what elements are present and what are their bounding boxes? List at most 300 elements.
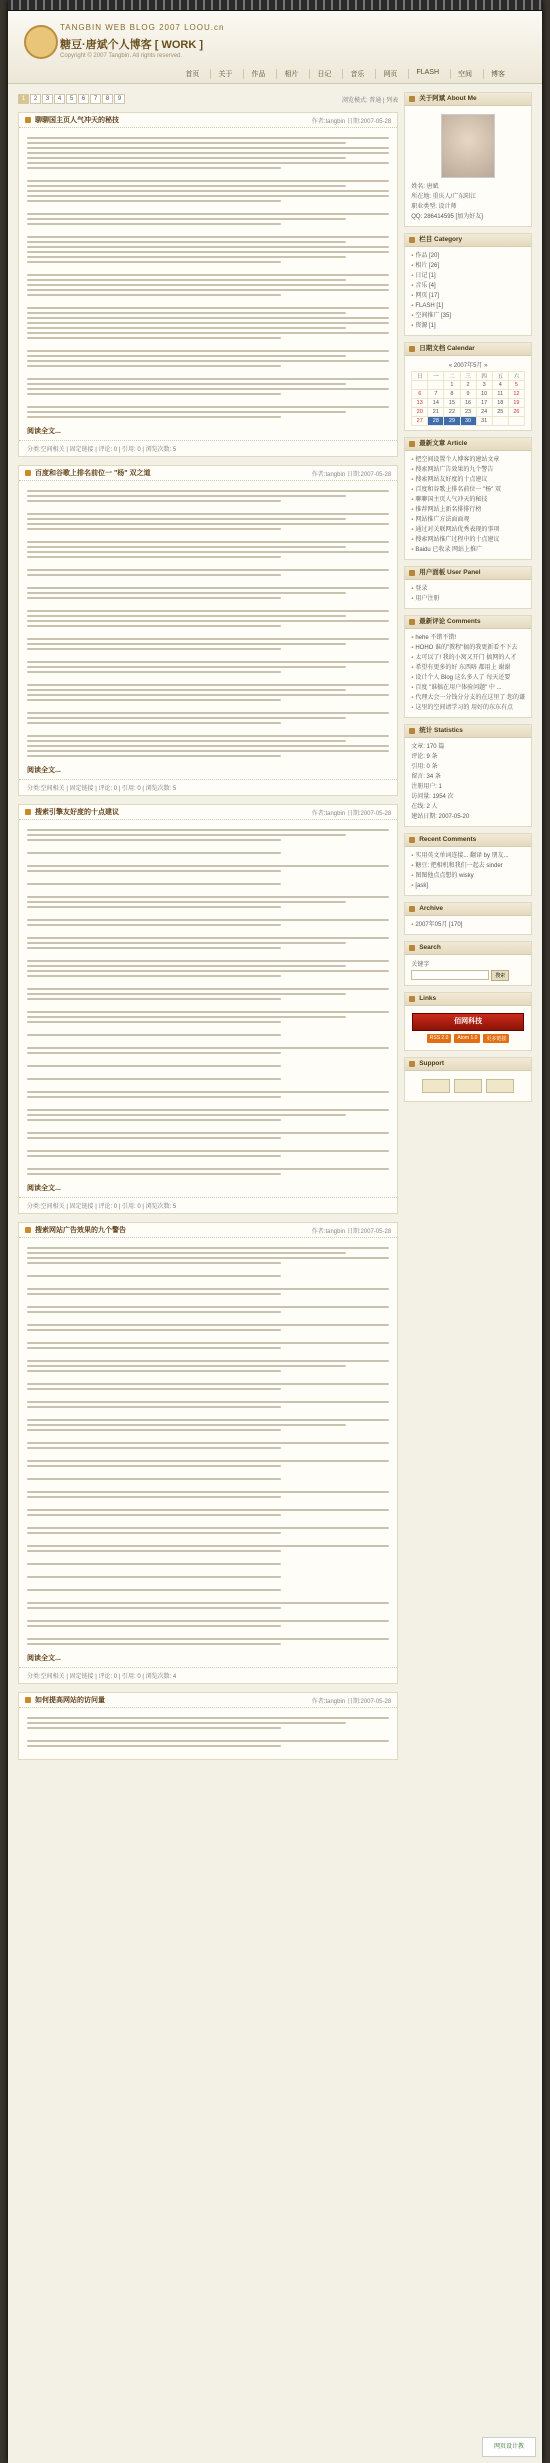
- nav-item-5[interactable]: 音乐: [342, 69, 371, 79]
- text-line: [27, 157, 346, 159]
- post-bullet-icon: [25, 470, 31, 476]
- post-title[interactable]: 如何提高网站的访问量: [35, 1697, 105, 1704]
- calendar-day[interactable]: 29: [444, 417, 460, 426]
- page-link-8[interactable]: 8: [102, 94, 113, 104]
- recent-box: [404, 833, 532, 896]
- recent-item[interactable]: [411, 881, 525, 891]
- latest-item[interactable]: [411, 505, 525, 515]
- category-item[interactable]: [411, 271, 525, 281]
- read-more-link[interactable]: 阅读全文...: [27, 1185, 61, 1192]
- text-line: [27, 1602, 389, 1604]
- text-line: [27, 241, 346, 243]
- main-nav: [178, 69, 512, 79]
- text-line: [27, 699, 281, 701]
- comment-item[interactable]: [411, 653, 525, 663]
- text-line: [27, 332, 389, 334]
- category-item[interactable]: [411, 301, 525, 311]
- text-line: [27, 1509, 389, 1511]
- view-mode[interactable]: 浏览模式: 普通 | 列表: [341, 97, 399, 104]
- post-title[interactable]: 搜索引擎友好度的十点建议: [35, 809, 119, 816]
- paragraph-gap: [27, 205, 389, 210]
- category-item[interactable]: [411, 251, 525, 261]
- links-title: Links: [405, 993, 531, 1006]
- post: [18, 112, 398, 457]
- paragraph-gap: [27, 1124, 389, 1129]
- page-link-4[interactable]: 4: [54, 94, 65, 104]
- search-input[interactable]: [411, 970, 489, 980]
- category-item[interactable]: [411, 311, 525, 321]
- text-line: [27, 1293, 281, 1295]
- paragraph-gap: [27, 1160, 389, 1165]
- bullet-icon: ▪: [411, 497, 414, 503]
- text-line: [27, 1347, 281, 1349]
- stat-item-text: 建站日期: 2007-05-20: [411, 814, 470, 820]
- text-line: [27, 896, 389, 898]
- text-line: [27, 513, 389, 515]
- paragraph-gap: [27, 1519, 389, 1524]
- bullet-icon: ▪: [411, 596, 414, 602]
- calendar-day[interactable]: 26: [508, 408, 524, 417]
- stat-item-text: 在线: 2 人: [411, 804, 438, 810]
- bullet-icon: ▪: [411, 873, 414, 879]
- paragraph-gap: [27, 653, 389, 658]
- calendar-day: [492, 417, 508, 426]
- calendar-day[interactable]: 5: [508, 381, 524, 390]
- bullet-icon: ▪: [411, 467, 414, 473]
- post-meta: 作者:tangbin 日期:2007-05-28: [311, 810, 392, 817]
- text-line: [27, 919, 389, 921]
- bullet-icon: ▪: [411, 323, 414, 329]
- feed-button-2[interactable]: 更多链接: [483, 1034, 509, 1043]
- post-meta: 作者:tangbin 日期:2007-05-28: [311, 1228, 392, 1235]
- paragraph-gap: [27, 1581, 389, 1586]
- comment-item[interactable]: [411, 693, 525, 703]
- feed-button-1[interactable]: Atom 1.0: [454, 1034, 480, 1043]
- post-bullet-icon: [25, 809, 31, 815]
- bullet-icon: ▪: [411, 527, 414, 533]
- text-line: [27, 1465, 281, 1467]
- paragraph-gap: [27, 1393, 389, 1398]
- post: [18, 1692, 398, 1760]
- paragraph-gap: [27, 1316, 389, 1321]
- comment-item[interactable]: [411, 683, 525, 693]
- text-line: [27, 383, 346, 385]
- recent-item[interactable]: [411, 851, 525, 861]
- paragraph-gap: [27, 952, 389, 957]
- calendar-day[interactable]: 9: [460, 390, 476, 399]
- bullet-icon: ▪: [411, 263, 414, 269]
- text-line: [27, 1532, 281, 1534]
- page-link-6[interactable]: 6: [78, 94, 89, 104]
- category-item-text: FLASH [1]: [415, 303, 444, 309]
- nav-item-2[interactable]: 作品: [243, 69, 272, 79]
- text-line: [27, 1388, 281, 1390]
- read-more-link[interactable]: 阅读全文...: [27, 428, 61, 435]
- paragraph-gap: [27, 1483, 389, 1488]
- calendar-day[interactable]: 14: [428, 399, 444, 408]
- paragraph-gap: [27, 1142, 389, 1147]
- category-item-text: 相片 [26]: [415, 263, 440, 269]
- comment-item[interactable]: [411, 643, 525, 653]
- link-badge[interactable]: 佰网科技: [412, 1013, 524, 1031]
- calendar-day[interactable]: 10: [476, 390, 492, 399]
- paragraph-gap: [27, 875, 389, 880]
- text-line: [27, 610, 389, 612]
- recent-item-text: [ask]: [415, 883, 428, 889]
- calendar-day[interactable]: 24: [476, 408, 492, 417]
- text-line: [27, 1545, 389, 1547]
- text-line: [27, 883, 281, 885]
- text-line: [27, 378, 389, 380]
- recent-item[interactable]: [411, 861, 525, 871]
- text-line: [27, 556, 281, 558]
- text-line: [27, 689, 346, 691]
- text-line: [27, 416, 281, 418]
- calendar-day[interactable]: 22: [444, 408, 460, 417]
- latest-item[interactable]: [411, 485, 525, 495]
- comment-item[interactable]: [411, 703, 525, 713]
- comment-item[interactable]: [411, 633, 525, 643]
- post-header: [19, 1223, 397, 1238]
- text-line: [27, 829, 389, 831]
- text-line: [27, 1329, 281, 1331]
- text-line: [27, 551, 389, 553]
- post-title[interactable]: 聊聊国主页人气冲天的秘技: [35, 117, 119, 124]
- text-line: [27, 620, 389, 622]
- paragraph-gap: [27, 505, 389, 510]
- links-box: [404, 992, 532, 1051]
- text-line: [27, 1096, 281, 1098]
- text-line: [27, 1620, 389, 1622]
- text-line: [27, 312, 346, 314]
- latest-item-text: Baidu 已收录 网站上推广: [415, 547, 483, 553]
- site-header: [8, 11, 542, 84]
- recent-title: Recent Comments: [405, 834, 531, 847]
- text-line: [27, 574, 281, 576]
- read-more-link[interactable]: 阅读全文...: [27, 1655, 61, 1662]
- post-meta: 作者:tangbin 日期:2007-05-28: [311, 118, 392, 125]
- site-title[interactable]: 糖豆·唐斌个人博客 [ WORK ]: [60, 39, 203, 51]
- about-line: [411, 212, 525, 222]
- text-line: [27, 666, 346, 668]
- bullet-icon: ▪: [411, 883, 414, 889]
- paragraph-gap: [27, 1280, 389, 1285]
- text-line: [27, 615, 346, 617]
- text-line: [27, 587, 389, 589]
- user-box: [404, 566, 532, 609]
- latest-item[interactable]: [411, 455, 525, 465]
- calendar-day[interactable]: 4: [492, 381, 508, 390]
- nav-item-0[interactable]: 首页: [185, 71, 200, 78]
- bullet-icon: ▪: [411, 313, 414, 319]
- about-box: [404, 92, 532, 227]
- support-box: [404, 1057, 532, 1102]
- post-header: [19, 1693, 397, 1708]
- bullet-icon: ▪: [411, 695, 414, 701]
- paragraph-gap: [27, 1375, 389, 1380]
- about-line: [411, 192, 525, 202]
- nav-item-4[interactable]: 日记: [309, 69, 338, 79]
- support-badge-2[interactable]: [454, 1079, 482, 1093]
- search-title: Search: [405, 942, 531, 955]
- stat-item: [411, 792, 525, 802]
- search-button[interactable]: 搜索: [491, 970, 509, 981]
- text-line: [27, 261, 281, 263]
- calendar-day[interactable]: 18: [492, 399, 508, 408]
- category-item[interactable]: [411, 281, 525, 291]
- latest-item[interactable]: [411, 515, 525, 525]
- category-item[interactable]: [411, 291, 525, 301]
- latest-item-text: 搜索网站友好度的十点建议: [415, 477, 488, 483]
- text-line: [27, 294, 281, 296]
- calendar-day[interactable]: 27: [412, 417, 428, 426]
- user-item[interactable]: [411, 584, 525, 594]
- latest-item-text: 把空间设置个人博客的建站文章: [415, 457, 500, 463]
- text-line: [27, 1119, 281, 1121]
- bullet-icon: ▪: [411, 655, 414, 661]
- text-line: [27, 365, 281, 367]
- text-line: [27, 1460, 389, 1462]
- feed-button-0[interactable]: RSS 2.0: [427, 1034, 452, 1043]
- nav-item-6[interactable]: 网页: [375, 69, 404, 79]
- paragraph-gap: [27, 1334, 389, 1339]
- user-title: 用户面板 User Panel: [405, 567, 531, 580]
- text-line: [27, 1342, 389, 1344]
- calendar-day[interactable]: 2: [460, 381, 476, 390]
- page-link-7[interactable]: 7: [90, 94, 101, 104]
- post-title[interactable]: 搜索网站广告效果的九个警告: [35, 1227, 126, 1234]
- calendar-day[interactable]: 17: [476, 399, 492, 408]
- text-line: [27, 965, 346, 967]
- about-line-text: 姓名: 唐斌: [411, 184, 439, 190]
- text-line: [27, 1745, 281, 1747]
- paragraph-gap: [27, 844, 389, 849]
- page-link-9[interactable]: 9: [114, 94, 125, 104]
- text-line: [27, 251, 389, 253]
- calendar-day[interactable]: 12: [508, 390, 524, 399]
- support-badge-1[interactable]: [422, 1079, 450, 1093]
- text-line: [27, 671, 281, 673]
- calendar-header[interactable]: « 2007年5月 »: [448, 363, 488, 369]
- text-line: [27, 834, 346, 836]
- nav-item-1[interactable]: 关于: [210, 69, 239, 79]
- post-footer: 分类:空间相关 | 固定链接 | 评论: 0 | 引用: 0 | 浏览次数: 4: [19, 1667, 397, 1683]
- text-line: [27, 1247, 389, 1249]
- calendar-day[interactable]: 11: [492, 390, 508, 399]
- recent-item[interactable]: [411, 871, 525, 881]
- paragraph-gap: [27, 1555, 389, 1560]
- text-line: [27, 1016, 346, 1018]
- calendar-day[interactable]: 23: [460, 408, 476, 417]
- stat-item-text: 引用: 0 条: [411, 764, 438, 770]
- read-more-link[interactable]: 阅读全文...: [27, 767, 61, 774]
- logo-icon[interactable]: [24, 25, 58, 59]
- text-line: [27, 1047, 389, 1049]
- support-badge-3[interactable]: [486, 1079, 514, 1093]
- calendar-day[interactable]: 8: [444, 390, 460, 399]
- text-line: [27, 528, 281, 530]
- bullet-icon: ▪: [411, 253, 414, 259]
- bullet-icon: ▪: [411, 685, 414, 691]
- post-bullet-icon: [25, 1227, 31, 1233]
- text-line: [27, 1132, 389, 1134]
- text-line: [27, 648, 281, 650]
- text-line: [27, 518, 346, 520]
- pagination: [18, 92, 398, 106]
- text-line: [27, 1514, 281, 1516]
- latest-item[interactable]: [411, 475, 525, 485]
- latest-item[interactable]: [411, 525, 525, 535]
- calendar-day[interactable]: 19: [508, 399, 524, 408]
- bullet-icon: ▪: [411, 517, 414, 523]
- logo-subtitle: Copyright © 2007 Tangbin. All rights reserved.: [60, 53, 183, 59]
- latest-item[interactable]: [411, 495, 525, 505]
- archive-title: Archive: [405, 903, 531, 916]
- text-line: [27, 722, 281, 724]
- text-line: [27, 1419, 389, 1421]
- text-line: [27, 852, 281, 854]
- latest-title: 最新文章 Article: [405, 438, 531, 451]
- calendar-day: [428, 381, 444, 390]
- user-item[interactable]: [411, 594, 525, 604]
- text-line: [27, 975, 281, 977]
- bullet-icon: ▪: [411, 665, 414, 671]
- page-link-1[interactable]: 1: [18, 94, 29, 104]
- weekday: 一: [428, 372, 444, 381]
- post-body: [19, 128, 397, 440]
- text-line: [27, 256, 346, 258]
- paragraph-gap: [27, 1732, 389, 1737]
- category-item[interactable]: [411, 321, 525, 331]
- text-line: [27, 1360, 389, 1362]
- comment-item-text: 百度 "谁搞在用户体验问题" 中 ...: [415, 685, 502, 691]
- paragraph-gap: [27, 727, 389, 732]
- latest-item[interactable]: [411, 545, 525, 555]
- comment-item[interactable]: [411, 673, 525, 683]
- paragraph-gap: [27, 1452, 389, 1457]
- text-line: [27, 279, 346, 281]
- text-line: [27, 993, 346, 995]
- calendar-day[interactable]: 28: [428, 417, 444, 426]
- text-line: [27, 167, 281, 169]
- post-bullet-icon: [25, 117, 31, 123]
- nav-item-3[interactable]: 相片: [276, 69, 305, 79]
- calendar-day[interactable]: 16: [460, 399, 476, 408]
- post-footer: 分类:空间相关 | 固定链接 | 评论: 0 | 引用: 0 | 浏览次数: 5: [19, 779, 397, 795]
- text-line: [27, 755, 281, 757]
- paragraph-gap: [27, 857, 389, 862]
- latest-item-text: 搜索网站推广过程中的十点建议: [415, 537, 500, 543]
- paragraph-gap: [27, 929, 389, 934]
- stat-item-text: 评论: 9 条: [411, 754, 438, 760]
- main-column: [18, 92, 398, 1768]
- calendar-day[interactable]: 31: [476, 417, 492, 426]
- text-line: [27, 661, 389, 663]
- nav-item-8[interactable]: 空间: [450, 69, 479, 79]
- comments-title: 最新评论 Comments: [405, 616, 531, 629]
- page-link-3[interactable]: 3: [42, 94, 53, 104]
- weekday: 三: [460, 372, 476, 381]
- text-line: [27, 1078, 281, 1080]
- bullet-icon: ▪: [411, 487, 414, 493]
- paragraph-gap: [27, 1470, 389, 1475]
- text-line: [27, 1275, 281, 1277]
- stat-item: [411, 752, 525, 762]
- user-item-text: 用户注册: [415, 596, 440, 602]
- paragraph-gap: [27, 1352, 389, 1357]
- text-line: [27, 541, 389, 543]
- comment-item[interactable]: [411, 663, 525, 673]
- text-line: [27, 1288, 389, 1290]
- post-bullet-icon: [25, 1697, 31, 1703]
- calendar-day[interactable]: 13: [412, 399, 428, 408]
- post: [18, 804, 398, 1214]
- stat-item-text: 访问量: 1954 次: [411, 794, 454, 800]
- bullet-icon: ▪: [411, 303, 414, 309]
- text-line: [27, 406, 389, 408]
- text-line: [27, 218, 346, 220]
- post: [18, 465, 398, 796]
- text-line: [27, 625, 281, 627]
- calendar-day[interactable]: 20: [412, 408, 428, 417]
- text-line: [27, 1257, 389, 1259]
- calendar-day[interactable]: 3: [476, 381, 492, 390]
- latest-item[interactable]: [411, 535, 525, 545]
- comment-item-text: hehe 不错不错!: [415, 635, 457, 641]
- category-item[interactable]: [411, 261, 525, 271]
- text-line: [27, 1401, 389, 1403]
- latest-item-text: 通过对关联网站优秀表现的事项: [415, 527, 500, 533]
- paragraph-gap: [27, 1411, 389, 1416]
- paragraph-gap: [27, 1298, 389, 1303]
- search-box: [404, 941, 532, 986]
- nav-item-9[interactable]: 博客: [483, 69, 512, 79]
- page-link-5[interactable]: 5: [66, 94, 77, 104]
- stat-item-text: 注册用户: 1: [411, 784, 442, 790]
- nav-item-7[interactable]: FLASH: [408, 69, 446, 79]
- text-line: [27, 500, 281, 502]
- text-line: [27, 998, 281, 1000]
- page-link-2[interactable]: 2: [30, 94, 41, 104]
- text-line: [27, 274, 389, 276]
- calendar-day[interactable]: 1: [444, 381, 460, 390]
- paragraph-gap: [27, 1267, 389, 1272]
- calendar-day[interactable]: 30: [460, 417, 476, 426]
- about-line: [411, 182, 525, 192]
- text-line: [27, 717, 346, 719]
- about-line-text: 所在地: 重庆人/广东阳江: [411, 194, 477, 200]
- comment-item-text: HOHO 谁的"教程"搞的我更新看不下去: [415, 645, 518, 651]
- post-title[interactable]: 百度和谷歌上排名前位一 "杨" 双之道: [35, 470, 151, 477]
- latest-item[interactable]: [411, 465, 525, 475]
- text-line: [27, 327, 346, 329]
- calendar-day[interactable]: 7: [428, 390, 444, 399]
- calendar-day[interactable]: 21: [428, 408, 444, 417]
- archive-item[interactable]: [411, 920, 525, 930]
- text-line: [27, 1478, 281, 1480]
- calendar-day[interactable]: 15: [444, 399, 460, 408]
- paragraph-gap: [27, 888, 389, 893]
- calendar-day[interactable]: 25: [492, 408, 508, 417]
- text-line: [27, 1052, 281, 1054]
- text-line: [27, 236, 389, 238]
- text-line: [27, 970, 389, 972]
- text-line: [27, 152, 389, 154]
- bullet-icon: ▪: [411, 283, 414, 289]
- category-item-text: 音乐 [4]: [415, 283, 436, 289]
- latest-item-text: 聊聊国主页人气冲天的秘技: [415, 497, 488, 503]
- calendar-day[interactable]: 6: [412, 390, 428, 399]
